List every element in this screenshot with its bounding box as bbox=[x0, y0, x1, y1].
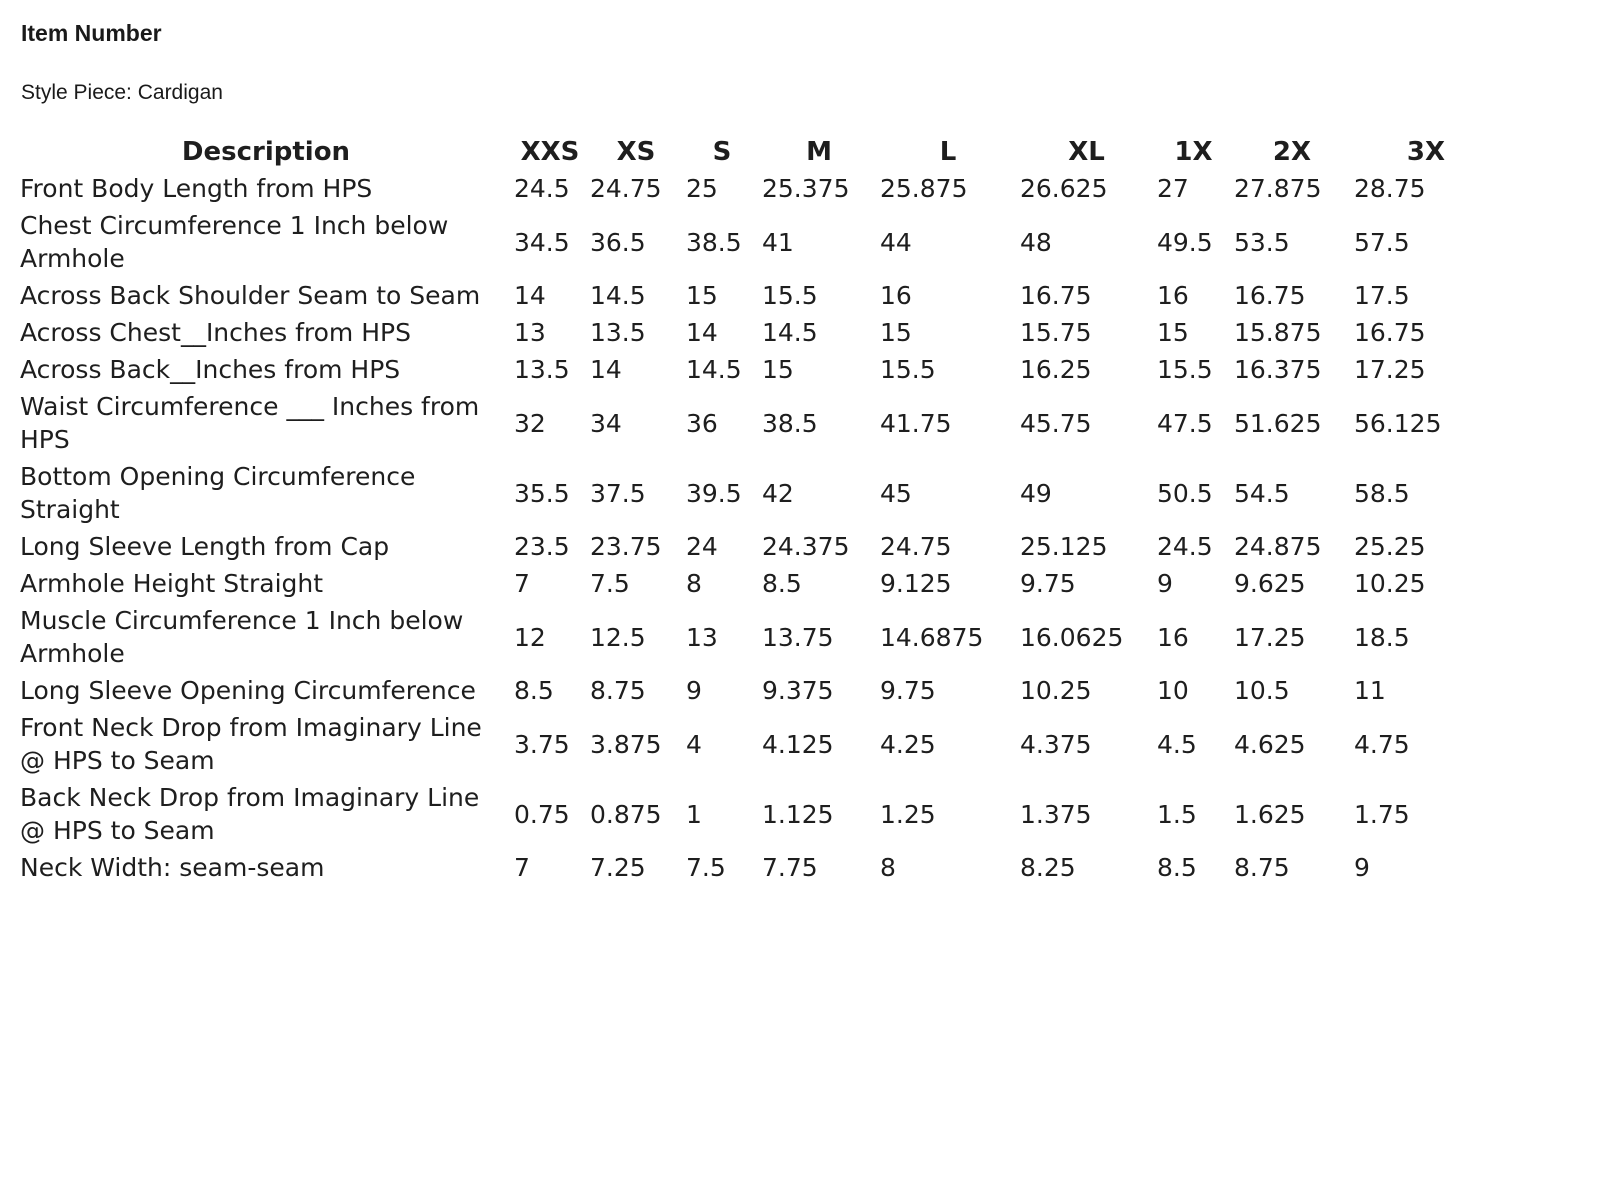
size-value-cell: 4.25 bbox=[880, 729, 936, 759]
size-value-cell: 27 bbox=[1157, 174, 1189, 203]
size-value-cell: 4.125 bbox=[762, 729, 834, 759]
size-value-cell: 0.875 bbox=[590, 799, 662, 829]
size-value-cell: 15.5 bbox=[1157, 355, 1213, 384]
table-row bbox=[20, 207, 1500, 277]
size-value-cell: 36.5 bbox=[590, 227, 646, 257]
measurement-table bbox=[20, 134, 1500, 886]
size-value-cell: 13.5 bbox=[514, 355, 570, 384]
size-value-cell: 34.5 bbox=[514, 227, 570, 257]
row-description: Across Back__Inches from HPS bbox=[20, 355, 401, 384]
size-value-cell: 44 bbox=[880, 227, 912, 257]
table-row bbox=[20, 351, 1500, 388]
row-description: Bottom Opening Circumference Straight bbox=[20, 462, 416, 524]
table-row bbox=[20, 388, 1500, 458]
table-row bbox=[20, 170, 1500, 207]
column-header: M bbox=[806, 136, 832, 167]
style-piece-label: Style Piece: Cardigan bbox=[21, 81, 223, 104]
size-value-cell: 12.5 bbox=[590, 622, 646, 652]
row-description: Waist Circumference ___ Inches from HPS bbox=[20, 392, 480, 454]
size-value-cell: 41 bbox=[762, 227, 794, 257]
size-value-cell: 17.5 bbox=[1354, 281, 1410, 310]
size-value-cell: 13.5 bbox=[590, 318, 646, 347]
size-value-cell: 9.125 bbox=[880, 569, 952, 598]
row-description: Neck Width: seam-seam bbox=[20, 853, 325, 882]
size-value-cell: 35.5 bbox=[514, 478, 570, 508]
size-value-cell: 15 bbox=[880, 318, 912, 347]
column-header: S bbox=[712, 136, 732, 167]
size-value-cell: 4.625 bbox=[1234, 729, 1306, 759]
column-header: 1X bbox=[1174, 136, 1213, 167]
size-value-cell: 15 bbox=[686, 281, 718, 310]
size-value-cell: 10.25 bbox=[1020, 676, 1092, 705]
size-value-cell: 14.5 bbox=[590, 281, 646, 310]
size-value-cell: 38.5 bbox=[686, 227, 742, 257]
table-body bbox=[20, 170, 1500, 886]
size-value-cell: 38.5 bbox=[762, 408, 818, 438]
size-value-cell: 23.5 bbox=[514, 532, 570, 561]
size-value-cell: 8.5 bbox=[1157, 853, 1197, 882]
size-value-cell: 7 bbox=[514, 853, 530, 882]
size-value-cell: 14 bbox=[514, 281, 546, 310]
size-value-cell: 9 bbox=[1354, 853, 1370, 882]
size-value-cell: 36 bbox=[686, 408, 718, 438]
size-value-cell: 10 bbox=[1157, 676, 1189, 705]
size-value-cell: 45 bbox=[880, 478, 912, 508]
table-row bbox=[20, 849, 1500, 886]
size-value-cell: 16.25 bbox=[1020, 355, 1092, 384]
size-value-cell: 15 bbox=[762, 355, 794, 384]
size-value-cell: 8.75 bbox=[590, 676, 646, 705]
size-value-cell: 1.625 bbox=[1234, 799, 1306, 829]
table-row bbox=[20, 565, 1500, 602]
size-value-cell: 14.5 bbox=[762, 318, 818, 347]
size-value-cell: 1 bbox=[686, 799, 702, 829]
size-value-cell: 14 bbox=[686, 318, 718, 347]
size-value-cell: 34 bbox=[590, 408, 622, 438]
size-value-cell: 8.25 bbox=[1020, 853, 1076, 882]
column-header: XXS bbox=[520, 136, 580, 167]
table-row bbox=[20, 709, 1500, 779]
size-value-cell: 3.75 bbox=[514, 729, 570, 759]
row-description: Long Sleeve Length from Cap bbox=[20, 532, 390, 561]
size-value-cell: 51.625 bbox=[1234, 408, 1322, 438]
size-value-cell: 8 bbox=[686, 569, 702, 598]
row-description: Chest Circumference 1 Inch below Armhole bbox=[20, 211, 449, 273]
size-value-cell: 23.75 bbox=[590, 532, 662, 561]
table-row bbox=[20, 277, 1500, 314]
size-value-cell: 14.5 bbox=[686, 355, 742, 384]
size-value-cell: 11 bbox=[1354, 676, 1386, 705]
size-value-cell: 37.5 bbox=[590, 478, 646, 508]
column-header: 3X bbox=[1406, 136, 1446, 167]
size-value-cell: 48 bbox=[1020, 227, 1052, 257]
size-value-cell: 8.75 bbox=[1234, 853, 1290, 882]
size-value-cell: 15 bbox=[1157, 318, 1189, 347]
size-value-cell: 25 bbox=[686, 174, 718, 203]
size-value-cell: 13 bbox=[686, 622, 718, 652]
size-value-cell: 24.75 bbox=[590, 174, 662, 203]
column-header: XS bbox=[616, 136, 656, 167]
size-value-cell: 8.5 bbox=[762, 569, 802, 598]
size-value-cell: 1.75 bbox=[1354, 799, 1410, 829]
size-value-cell: 15.875 bbox=[1234, 318, 1322, 347]
size-value-cell: 28.75 bbox=[1354, 174, 1426, 203]
size-value-cell: 45.75 bbox=[1020, 408, 1092, 438]
size-value-cell: 8.5 bbox=[514, 676, 554, 705]
row-description: Across Back Shoulder Seam to Seam bbox=[20, 281, 481, 310]
size-value-cell: 24.5 bbox=[1157, 532, 1213, 561]
size-value-cell: 12 bbox=[514, 622, 546, 652]
table-row bbox=[20, 458, 1500, 528]
size-value-cell: 8 bbox=[880, 853, 896, 882]
size-value-cell: 4.5 bbox=[1157, 729, 1197, 759]
row-description: Muscle Circumference 1 Inch below Armhole bbox=[20, 606, 464, 668]
size-value-cell: 56.125 bbox=[1354, 408, 1442, 438]
table-header-row bbox=[20, 134, 1500, 170]
size-value-cell: 15.5 bbox=[762, 281, 818, 310]
size-value-cell: 4 bbox=[686, 729, 702, 759]
size-value-cell: 9.75 bbox=[1020, 569, 1076, 598]
size-value-cell: 1.5 bbox=[1157, 799, 1197, 829]
size-value-cell: 7 bbox=[514, 569, 530, 598]
size-value-cell: 14 bbox=[590, 355, 622, 384]
size-value-cell: 54.5 bbox=[1234, 478, 1290, 508]
row-description: Long Sleeve Opening Circumference bbox=[20, 676, 476, 705]
size-value-cell: 25.25 bbox=[1354, 532, 1426, 561]
size-value-cell: 41.75 bbox=[880, 408, 952, 438]
size-value-cell: 58.5 bbox=[1354, 478, 1410, 508]
size-value-cell: 17.25 bbox=[1234, 622, 1306, 652]
column-header: L bbox=[939, 136, 957, 167]
size-value-cell: 50.5 bbox=[1157, 478, 1213, 508]
row-description: Across Chest__Inches from HPS bbox=[20, 318, 411, 347]
size-value-cell: 16.75 bbox=[1354, 318, 1426, 347]
size-value-cell: 1.375 bbox=[1020, 799, 1092, 829]
size-value-cell: 42 bbox=[762, 478, 794, 508]
size-value-cell: 9 bbox=[686, 676, 702, 705]
size-value-cell: 18.5 bbox=[1354, 622, 1410, 652]
size-value-cell: 16.0625 bbox=[1020, 622, 1124, 652]
size-value-cell: 49 bbox=[1020, 478, 1052, 508]
size-value-cell: 25.125 bbox=[1020, 532, 1108, 561]
size-value-cell: 13.75 bbox=[762, 622, 834, 652]
size-value-cell: 7.5 bbox=[590, 569, 630, 598]
row-description: Armhole Height Straight bbox=[20, 569, 324, 598]
size-value-cell: 16 bbox=[1157, 622, 1189, 652]
size-value-cell: 1.125 bbox=[762, 799, 834, 829]
size-value-cell: 47.5 bbox=[1157, 408, 1213, 438]
size-value-cell: 9.75 bbox=[880, 676, 936, 705]
row-description: Back Neck Drop from Imaginary Line @ HPS to Seam bbox=[20, 783, 480, 845]
size-value-cell: 7.5 bbox=[686, 853, 726, 882]
size-value-cell: 14.6875 bbox=[880, 622, 984, 652]
size-value-cell: 16 bbox=[1157, 281, 1189, 310]
size-value-cell: 16.75 bbox=[1020, 281, 1092, 310]
size-value-cell: 1.25 bbox=[880, 799, 936, 829]
size-value-cell: 24 bbox=[686, 532, 718, 561]
size-value-cell: 24.5 bbox=[514, 174, 570, 203]
size-value-cell: 17.25 bbox=[1354, 355, 1426, 384]
size-value-cell: 13 bbox=[514, 318, 546, 347]
column-header: XL bbox=[1068, 136, 1105, 167]
size-value-cell: 9.625 bbox=[1234, 569, 1306, 598]
size-value-cell: 26.625 bbox=[1020, 174, 1108, 203]
size-value-cell: 16 bbox=[880, 281, 912, 310]
item-number-title: Item Number bbox=[21, 20, 162, 46]
size-value-cell: 10.25 bbox=[1354, 569, 1426, 598]
size-value-cell: 9 bbox=[1157, 569, 1173, 598]
size-value-cell: 24.375 bbox=[762, 532, 850, 561]
table-row bbox=[20, 779, 1500, 849]
size-value-cell: 15.5 bbox=[880, 355, 936, 384]
table-row bbox=[20, 602, 1500, 672]
size-value-cell: 49.5 bbox=[1157, 227, 1213, 257]
size-value-cell: 0.75 bbox=[514, 799, 570, 829]
size-value-cell: 25.875 bbox=[880, 174, 968, 203]
size-value-cell: 24.75 bbox=[880, 532, 952, 561]
row-description: Front Neck Drop from Imaginary Line @ HPS to Seam bbox=[20, 713, 482, 775]
table-row bbox=[20, 672, 1500, 709]
size-value-cell: 3.875 bbox=[590, 729, 662, 759]
size-value-cell: 15.75 bbox=[1020, 318, 1092, 347]
size-value-cell: 7.75 bbox=[762, 853, 818, 882]
row-description: Front Body Length from HPS bbox=[20, 174, 373, 203]
size-value-cell: 4.75 bbox=[1354, 729, 1410, 759]
table-row bbox=[20, 314, 1500, 351]
size-value-cell: 7.25 bbox=[590, 853, 646, 882]
size-value-cell: 32 bbox=[514, 408, 546, 438]
column-header: 2X bbox=[1272, 136, 1312, 167]
size-value-cell: 39.5 bbox=[686, 478, 742, 508]
size-value-cell: 53.5 bbox=[1234, 227, 1290, 257]
size-value-cell: 9.375 bbox=[762, 676, 834, 705]
size-value-cell: 10.5 bbox=[1234, 676, 1290, 705]
column-header: Description bbox=[181, 136, 351, 167]
size-value-cell: 4.375 bbox=[1020, 729, 1092, 759]
size-value-cell: 24.875 bbox=[1234, 532, 1322, 561]
size-value-cell: 25.375 bbox=[762, 174, 850, 203]
size-value-cell: 16.75 bbox=[1234, 281, 1306, 310]
size-value-cell: 16.375 bbox=[1234, 355, 1322, 384]
size-value-cell: 27.875 bbox=[1234, 174, 1322, 203]
table-row bbox=[20, 528, 1500, 565]
size-value-cell: 57.5 bbox=[1354, 227, 1410, 257]
